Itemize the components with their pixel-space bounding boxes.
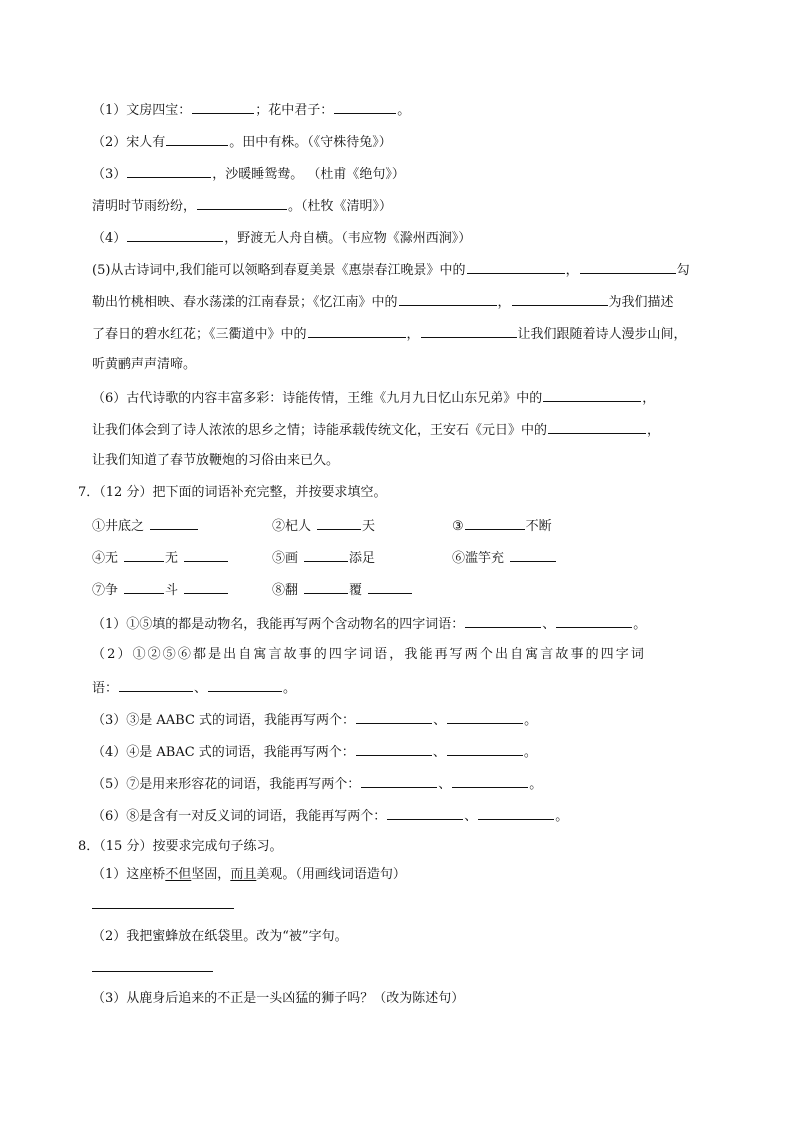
idiom-2 [272, 516, 375, 534]
text: ④无 [92, 551, 119, 566]
text: ③ [452, 519, 464, 534]
text: ， [565, 263, 579, 278]
blank[interactable] [421, 324, 517, 338]
q8-sub-2 [92, 928, 348, 946]
underlined-word: 不但 [165, 867, 192, 882]
blank[interactable] [356, 710, 432, 724]
text: ②杞人 [272, 519, 312, 534]
q8-sub-3 [92, 990, 464, 1008]
q7-sub-2-line2 [92, 678, 296, 696]
idiom-6 [452, 548, 557, 566]
blank[interactable] [166, 132, 228, 146]
blank[interactable] [192, 100, 254, 114]
blank[interactable] [356, 742, 432, 756]
text: 。 [283, 681, 297, 696]
fill-item-6-line2 [92, 420, 660, 438]
text: （5）⑦是用来形容花的词语，我能再写两个： [92, 777, 361, 792]
q7-sub-1 [92, 614, 646, 632]
blank[interactable] [308, 324, 406, 338]
q7-sub-6 [92, 806, 568, 824]
blank[interactable] [208, 678, 282, 692]
idiom-8 [272, 580, 413, 598]
text: （3）从鹿身后追来的不正是一头凶猛的狮子吗？（改为陈述句） [92, 991, 465, 1006]
text: ，野渡无人舟自横。（韦应物《滁州西涧》） [224, 231, 472, 246]
text: 、 [433, 713, 447, 728]
text: 勾 [676, 263, 690, 278]
text: 无 [165, 551, 179, 566]
fill-item-6-line1 [92, 388, 655, 406]
q8-sub-1 [92, 866, 406, 884]
blank[interactable] [447, 710, 523, 724]
fill-item-5-line2 [92, 292, 674, 310]
text: 、 [464, 809, 478, 824]
text: 语： [92, 681, 119, 696]
text: （6）⑧是含有一对反义词的词语，我能再写两个： [92, 809, 387, 824]
text: 让我们体会到了诗人浓浓的思乡之情；诗能承载传统文化，王安石《元日》中的 [92, 423, 548, 438]
blank[interactable] [127, 164, 211, 178]
question-8-heading [78, 838, 282, 856]
fill-item-5-line3 [92, 324, 687, 342]
blank[interactable] [124, 580, 164, 594]
text: 。 [529, 777, 543, 792]
blank[interactable] [512, 292, 608, 306]
fill-item-3 [92, 164, 405, 182]
blank[interactable] [304, 548, 348, 562]
fill-item-1 [92, 100, 410, 118]
text: ⑤画 [272, 551, 299, 566]
blank[interactable] [184, 548, 228, 562]
text: ， [497, 295, 511, 310]
text: 美观。（用画线词语造句） [256, 867, 406, 882]
fill-item-5-line4 [92, 356, 196, 374]
blank[interactable] [510, 548, 556, 562]
text: 不断 [525, 519, 552, 534]
text: 听黄鹂声声清啼。 [92, 357, 197, 372]
text: （1）①⑤填的都是动物名，我能再写两个含动物名的四字词语： [92, 617, 465, 632]
q7-sub-5 [92, 774, 542, 792]
fill-item-5-line1 [92, 260, 690, 278]
idiom-7 [92, 580, 229, 598]
fill-item-3b [92, 196, 392, 214]
blank[interactable] [150, 516, 198, 530]
text: 了春日的碧水红花；《三衢道中》中的 [92, 327, 307, 342]
blank[interactable] [119, 678, 193, 692]
text: ⑥滥竽充 [452, 551, 505, 566]
text: 。田中有株。（《守株待兔》） [229, 135, 392, 150]
text: （3）③是 AABC 式的词语，我能再写两个： [92, 713, 356, 728]
text: ， [406, 327, 420, 342]
text: 。（杜牧《清明》） [288, 199, 393, 214]
blank[interactable] [580, 260, 676, 274]
blank[interactable] [478, 806, 554, 820]
blank[interactable] [465, 516, 525, 530]
text: ①井底之 [92, 519, 145, 534]
text: （2）宋人有 [92, 135, 166, 150]
text: 。 [523, 745, 537, 760]
text: ，沙暖睡鸳鸯。 （杜甫《绝句》） [212, 167, 405, 182]
text: 让我们知道了春节放鞭炮的习俗由来已久。 [92, 453, 340, 468]
text: 、 [542, 617, 556, 632]
text: ⑧翻 [272, 583, 299, 598]
text: 、 [194, 681, 208, 696]
blank[interactable] [399, 292, 497, 306]
blank[interactable] [334, 100, 396, 114]
text: 清明时节雨纷纷， [92, 199, 197, 214]
text: 。 [524, 713, 538, 728]
blank[interactable] [548, 420, 646, 434]
text: 。 [633, 617, 647, 632]
question-7-heading [78, 484, 386, 502]
text: 坚固， [191, 867, 231, 882]
blank[interactable] [317, 516, 361, 530]
idiom-5 [272, 548, 375, 566]
blank[interactable] [465, 614, 541, 628]
text: 斗 [165, 583, 179, 598]
text: 让我们跟随着诗人漫步山间， [517, 327, 687, 342]
underlined-word: 而且 [230, 867, 257, 882]
blank[interactable] [556, 614, 632, 628]
blank[interactable] [124, 548, 164, 562]
text: （4） [92, 231, 127, 246]
idiom-3 [452, 516, 552, 534]
text: 勒出竹桃相映、春水荡漾的江南春景；《忆江南》中的 [92, 295, 398, 310]
answer-line[interactable] [92, 971, 213, 972]
fill-item-4 [92, 228, 471, 246]
blank[interactable] [361, 774, 437, 788]
text: 、 [432, 745, 446, 760]
q7-sub-2-line1 [92, 646, 718, 664]
text: （6）古代诗歌的内容丰富多彩：诗能传情，王维《九月九日忆山东兄弟》中的 [92, 391, 543, 406]
fill-item-2 [92, 132, 392, 150]
text: 8．（15 分）按要求完成句子练习。 [78, 839, 283, 854]
q7-sub-3 [92, 710, 537, 728]
blank[interactable] [127, 228, 223, 242]
fill-item-6-line3 [92, 452, 339, 470]
blank[interactable] [387, 806, 463, 820]
text: （2）①②⑤⑥都是出自寓言故事的四字词语，我能再写两个出自寓言故事的四字词 [92, 647, 646, 662]
idiom-4 [92, 548, 229, 566]
text: （4）④是 ABAC 式的词语，我能再写两个： [92, 745, 355, 760]
blank[interactable] [543, 388, 641, 402]
text: 覆 [349, 583, 363, 598]
text: ；花中君子： [255, 103, 334, 118]
text: ， [647, 423, 661, 438]
blank[interactable] [368, 580, 412, 594]
blank[interactable] [452, 774, 528, 788]
blank[interactable] [447, 742, 523, 756]
text: 、 [438, 777, 452, 792]
text: (5)从古诗词中,我们能可以领略到春夏美景《惠崇春江晚景》中的 [92, 263, 466, 278]
text: （3） [92, 167, 127, 182]
text: （1）这座桥 [92, 867, 166, 882]
text: 天 [362, 519, 376, 534]
text: 7．（12 分）把下面的词语补充完整，并按要求填空。 [78, 485, 387, 500]
text: 。 [555, 809, 569, 824]
text: ⑦争 [92, 583, 119, 598]
text: 添足 [349, 551, 376, 566]
q7-sub-4 [92, 742, 537, 760]
blank[interactable] [304, 580, 348, 594]
text: （2）我把蜜蜂放在纸袋里。改为“被”字句。 [92, 929, 348, 944]
text: ， [642, 391, 656, 406]
blank[interactable] [197, 196, 287, 210]
blank[interactable] [467, 260, 565, 274]
answer-line[interactable] [92, 908, 234, 909]
text: 。 [397, 103, 411, 118]
text: 为我们描述 [608, 295, 674, 310]
blank[interactable] [184, 580, 228, 594]
text: （1）文房四宝： [92, 103, 192, 118]
idiom-1 [92, 516, 199, 534]
